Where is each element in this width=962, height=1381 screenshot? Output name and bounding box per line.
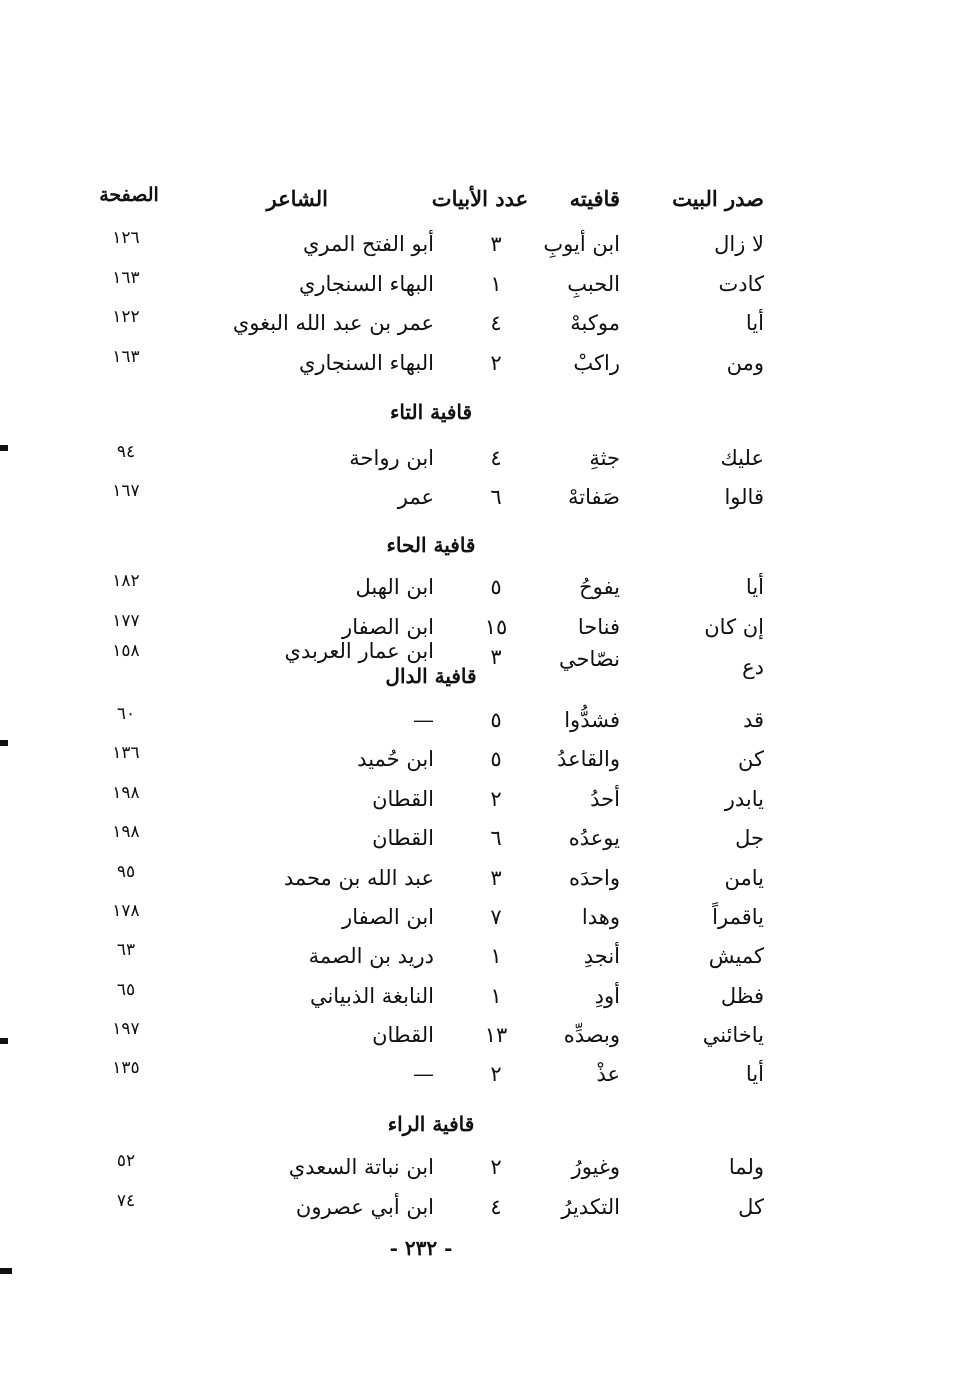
row-count: ٥ bbox=[490, 575, 502, 599]
row-sadr: ياقمراً bbox=[712, 905, 764, 929]
row-poet: النابغة الذبياني bbox=[309, 984, 434, 1008]
row-count: ٤ bbox=[490, 446, 502, 470]
row-poet: عبد الله بن محمد bbox=[283, 866, 434, 890]
header-poet: الشاعر bbox=[266, 186, 328, 211]
row-qafia: ابن أيوبِ bbox=[543, 232, 620, 256]
row-qafia: موكبهْ bbox=[570, 311, 620, 335]
row-page: ٩٤ bbox=[116, 442, 136, 462]
table-row bbox=[0, 899, 962, 939]
row-sadr: جل bbox=[735, 826, 764, 850]
row-sadr: عليك bbox=[720, 446, 764, 470]
row-poet: عمر bbox=[397, 485, 434, 509]
row-count: ٥ bbox=[490, 747, 502, 771]
scan-edge-mark bbox=[0, 740, 8, 746]
row-qafia: صَفاتهْ bbox=[568, 485, 620, 509]
row-sadr: ولما bbox=[728, 1155, 764, 1179]
row-poet: القطان bbox=[372, 787, 434, 811]
row-page: ١٥٨ bbox=[112, 641, 140, 661]
table-row bbox=[0, 440, 962, 480]
row-sadr: أيا bbox=[745, 311, 764, 335]
section-title-ha-text: قافية الحاء bbox=[386, 533, 476, 557]
page-number bbox=[0, 1236, 962, 1260]
table-row bbox=[0, 1056, 962, 1096]
row-sadr: كميش bbox=[708, 944, 764, 968]
row-qafia: والقاعدُ bbox=[557, 747, 620, 771]
section-title-ta bbox=[0, 400, 962, 424]
row-count: ١ bbox=[490, 272, 502, 296]
row-page: ٦٠ bbox=[116, 704, 136, 724]
row-page: ٦٣ bbox=[116, 940, 136, 960]
row-count: ٥ bbox=[490, 708, 502, 732]
row-sadr: كادت bbox=[718, 272, 764, 296]
row-count: ٦ bbox=[490, 826, 502, 850]
row-count: ٣ bbox=[490, 866, 502, 890]
row-page: ١٣٥ bbox=[112, 1058, 140, 1078]
section-title-dal bbox=[0, 664, 962, 688]
row-count: ١٣ bbox=[484, 1023, 508, 1047]
row-page: ١٨٢ bbox=[112, 571, 140, 591]
row-poet: ابن نباتة السعدي bbox=[288, 1155, 434, 1179]
row-qafia: وبصدِّه bbox=[563, 1023, 620, 1047]
row-page: ١٣٦ bbox=[112, 743, 140, 763]
table-header bbox=[0, 180, 962, 220]
row-poet: أبو الفتح المري bbox=[302, 232, 434, 256]
row-page: ١٢٦ bbox=[112, 228, 140, 248]
table-row bbox=[0, 479, 962, 519]
row-sadr: أيا bbox=[745, 1062, 764, 1086]
row-poet: دريد بن الصمة bbox=[308, 944, 434, 968]
header-sadr: صدر البيت bbox=[672, 186, 764, 211]
row-page: ٦٥ bbox=[116, 980, 136, 1000]
row-poet: — bbox=[413, 708, 434, 732]
row-sadr: كن bbox=[738, 747, 764, 771]
row-count: ٧ bbox=[490, 905, 502, 929]
row-count: ٣ bbox=[490, 645, 502, 669]
table-row bbox=[0, 938, 962, 978]
row-page: ١٢٢ bbox=[112, 307, 140, 327]
row-page: ١٦٣ bbox=[112, 347, 140, 367]
row-sadr: إن كان bbox=[704, 615, 764, 639]
table-row bbox=[0, 569, 962, 609]
row-qafia: واحدَه bbox=[569, 866, 620, 890]
row-sadr: لا زال bbox=[714, 232, 764, 256]
scan-edge-mark bbox=[0, 1268, 12, 1274]
table-row bbox=[0, 345, 962, 385]
row-qafia: عذْ bbox=[596, 1062, 620, 1086]
row-qafia: وغيورُ bbox=[571, 1155, 620, 1179]
row-count: ٤ bbox=[490, 311, 502, 335]
row-sadr: أيا bbox=[745, 575, 764, 599]
section-title-ta-text: قافية التاء bbox=[389, 400, 473, 424]
row-poet: البهاء السنجاري bbox=[298, 272, 434, 296]
row-poet: ابن الصفار bbox=[342, 615, 434, 639]
table-row bbox=[0, 226, 962, 266]
row-qafia: راكبْ bbox=[573, 351, 620, 375]
row-poet: — bbox=[413, 1062, 434, 1086]
row-count: ٤ bbox=[490, 1195, 502, 1219]
row-count: ١ bbox=[490, 984, 502, 1008]
row-poet: ابن عمار العربدي bbox=[284, 639, 434, 663]
page-number-text: - ٢٣٢ - bbox=[389, 1236, 453, 1260]
header-count: عدد الأبيات bbox=[431, 186, 529, 211]
row-count: ١٥ bbox=[484, 615, 508, 639]
row-qafia: يفوحُ bbox=[579, 575, 620, 599]
table-row bbox=[0, 1017, 962, 1057]
row-qafia: نصّاحي bbox=[559, 647, 620, 671]
section-title-ha bbox=[0, 533, 962, 557]
scan-edge-mark bbox=[0, 445, 8, 451]
row-page: ١٩٨ bbox=[112, 783, 140, 803]
row-page: ٩٥ bbox=[116, 862, 136, 882]
table-row bbox=[0, 1149, 962, 1189]
row-count: ٦ bbox=[490, 485, 502, 509]
row-qafia: التكديرُ bbox=[561, 1195, 620, 1219]
row-sadr: ومن bbox=[726, 351, 764, 375]
table-row bbox=[0, 266, 962, 306]
row-page: ١٩٧ bbox=[112, 1019, 140, 1039]
row-sadr: فظل bbox=[720, 984, 764, 1008]
row-qafia: وهدا bbox=[581, 905, 620, 929]
row-page: ١٩٨ bbox=[112, 822, 140, 842]
row-poet: عمر بن عبد الله البغوي bbox=[232, 311, 434, 335]
row-page: ١٧٨ bbox=[112, 901, 140, 921]
section-title-dal-text: قافية الدال bbox=[385, 664, 477, 688]
table-row bbox=[0, 978, 962, 1018]
row-sadr: قالوا bbox=[724, 485, 764, 509]
table-row bbox=[0, 1189, 962, 1229]
row-qafia: أنجدِ bbox=[583, 944, 620, 968]
header-qafia: قافيته bbox=[569, 186, 620, 211]
row-poet: ابن الهبل bbox=[355, 575, 434, 599]
row-count: ٢ bbox=[490, 351, 502, 375]
table-row bbox=[0, 741, 962, 781]
row-qafia: فشدُّوا bbox=[564, 708, 620, 732]
row-poet: ابن أبي عصرون bbox=[295, 1195, 434, 1219]
row-sadr: يامن bbox=[724, 866, 764, 890]
row-count: ٢ bbox=[490, 1155, 502, 1179]
row-qafia: أحدُ bbox=[590, 787, 620, 811]
row-page: ٧٤ bbox=[116, 1191, 136, 1211]
section-title-ra-text: قافية الراء bbox=[387, 1112, 475, 1136]
header-page: الصفحة bbox=[99, 184, 159, 206]
scan-edge-mark bbox=[0, 1038, 8, 1044]
row-page: ١٧٧ bbox=[112, 611, 140, 631]
section-title-ra bbox=[0, 1112, 962, 1136]
row-sadr: يابدر bbox=[724, 787, 764, 811]
row-count: ٢ bbox=[490, 1062, 502, 1086]
row-count: ٣ bbox=[490, 232, 502, 256]
row-qafia: فناحا bbox=[577, 615, 620, 639]
row-poet: البهاء السنجاري bbox=[298, 351, 434, 375]
row-sadr: كل bbox=[738, 1195, 764, 1219]
table-row bbox=[0, 702, 962, 742]
row-sadr: ياخائني bbox=[702, 1023, 764, 1047]
row-qafia: أودِ bbox=[594, 984, 620, 1008]
row-sadr: قد bbox=[742, 708, 764, 732]
row-count: ٢ bbox=[490, 787, 502, 811]
row-poet: القطان bbox=[372, 826, 434, 850]
row-qafia: الحببِ bbox=[567, 272, 620, 296]
row-poet: ابن رواحة bbox=[349, 446, 434, 470]
table-row bbox=[0, 781, 962, 821]
row-page: ١٦٧ bbox=[112, 481, 140, 501]
row-page: ١٦٣ bbox=[112, 268, 140, 288]
row-poet: ابن الصفار bbox=[342, 905, 434, 929]
row-qafia: يوعدُه bbox=[568, 826, 620, 850]
table-row bbox=[0, 860, 962, 900]
row-page: ٥٢ bbox=[116, 1151, 136, 1171]
row-sadr: دع bbox=[742, 655, 764, 679]
row-poet: ابن حُميد bbox=[357, 747, 434, 771]
table-row bbox=[0, 305, 962, 345]
row-poet: القطان bbox=[372, 1023, 434, 1047]
table-row bbox=[0, 820, 962, 860]
row-count: ١ bbox=[490, 944, 502, 968]
row-qafia: جثةِ bbox=[589, 446, 620, 470]
